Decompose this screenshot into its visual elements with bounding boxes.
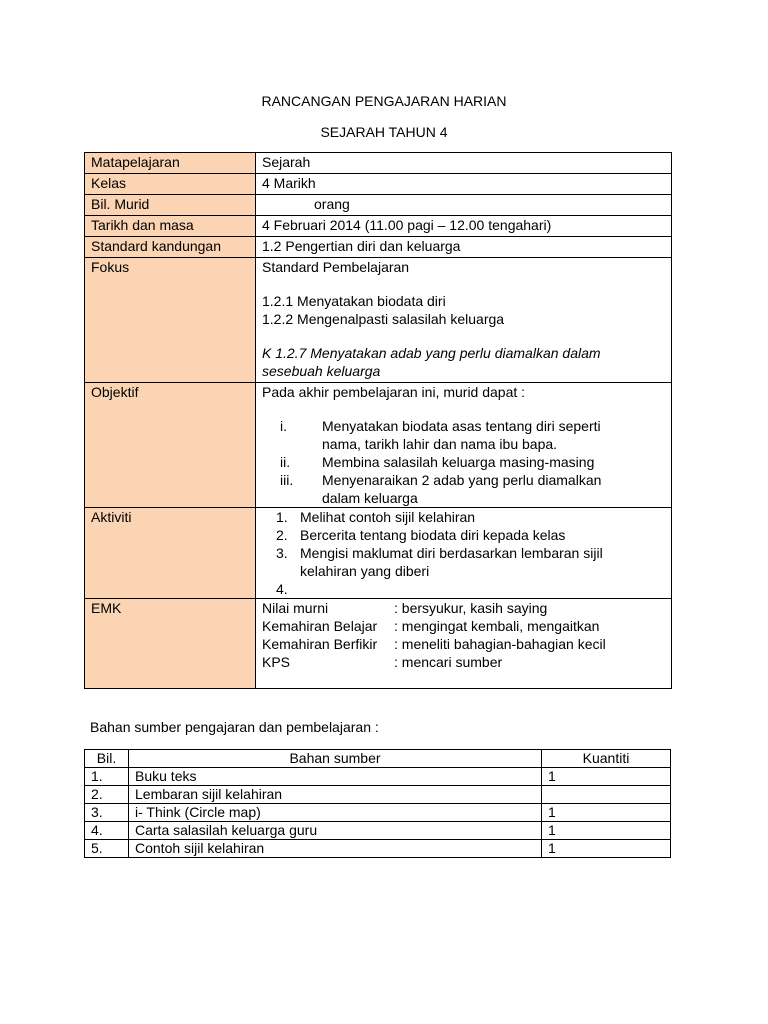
resources-intro: Bahan sumber pengajaran dan pembelajaran :: [90, 719, 379, 735]
emk-key: Kemahiran Berfikir: [262, 636, 378, 652]
emk-row: [262, 635, 665, 653]
objektif-text: Menyatakan biodata asas tentang diri seperti: [322, 418, 601, 434]
row-aktiviti: [85, 508, 672, 599]
objektif-text: dalam keluarga: [322, 490, 418, 506]
label-fokus: Fokus: [85, 258, 256, 383]
row-bil-murid: [85, 195, 672, 216]
emk-row: [262, 617, 665, 635]
value-standard: 1.2 Pengertian diri dan keluarga: [256, 237, 672, 258]
cell-kuantiti: 1: [542, 822, 671, 840]
label-tarikh: Tarikh dan masa: [85, 216, 256, 237]
label-kelas: Kelas: [85, 174, 256, 195]
row-objektif: [85, 383, 672, 508]
value-aktiviti: [256, 508, 672, 599]
cell-bil: 3.: [85, 804, 129, 822]
label-bil-murid: Bil. Murid: [85, 195, 256, 216]
cell-bahan: i- Think (Circle map): [129, 804, 542, 822]
fokus-k-line: K 1.2.7 Menyatakan adab yang perlu diamalkan dalam: [262, 345, 601, 361]
objektif-item: [262, 453, 665, 471]
objektif-item: [262, 471, 665, 507]
objektif-text: nama, tarikh lahir dan nama ibu bapa.: [322, 436, 558, 452]
cell-kuantiti: 1: [542, 768, 671, 786]
value-fokus: [256, 258, 672, 383]
value-bil-murid: [256, 195, 672, 216]
emk-value: : mencari sumber: [394, 654, 503, 670]
objektif-item: [262, 417, 665, 453]
fokus-item: 1.2.1 Menyatakan biodata diri: [262, 293, 446, 309]
aktiviti-item: [262, 544, 665, 580]
aktiviti-text: Bercerita tentang biodata diri kepada kelas: [300, 527, 566, 543]
row-matapelajaran: [85, 153, 672, 174]
aktiviti-text: Melihat contoh sijil kelahiran: [300, 509, 476, 525]
label-standard: Standard kandungan: [85, 237, 256, 258]
aktiviti-num: 2.: [276, 527, 288, 543]
header-kuantiti: Kuantiti: [542, 750, 671, 768]
objektif-text: Membina salasilah keluarga masing-masing: [322, 454, 595, 470]
bil-murid-text: orang: [314, 196, 350, 212]
table-row: [85, 804, 671, 822]
objektif-num: ii.: [280, 454, 291, 470]
row-kelas: [85, 174, 672, 195]
cell-kuantiti: 1: [542, 804, 671, 822]
cell-bil: 1.: [85, 768, 129, 786]
cell-bahan: Contoh sijil kelahiran: [129, 840, 542, 858]
emk-value: : bersyukur, kasih saying: [394, 600, 548, 616]
cell-bahan: Buku teks: [129, 768, 542, 786]
emk-key: Kemahiran Belajar: [262, 618, 378, 634]
label-objektif: Objektif: [85, 383, 256, 508]
emk-row: [262, 653, 665, 671]
value-emk: [256, 599, 672, 689]
cell-kuantiti: [542, 786, 671, 804]
value-objektif: [256, 383, 672, 508]
value-matapelajaran: Sejarah: [256, 153, 672, 174]
emk-value: : meneliti bahagian-bahagian kecil: [394, 636, 606, 652]
aktiviti-item: [262, 580, 665, 598]
resources-table: [84, 749, 671, 858]
page-subtitle: SEJARAH TAHUN 4: [320, 124, 448, 140]
aktiviti-item: [262, 508, 665, 526]
aktiviti-num: 1.: [276, 509, 288, 525]
cell-bahan: Carta salasilah keluarga guru: [129, 822, 542, 840]
objektif-text: Menyenaraikan 2 adab yang perlu diamalkan: [322, 472, 602, 488]
value-tarikh: 4 Februari 2014 (11.00 pagi – 12.00 tengahari): [256, 216, 672, 237]
emk-row: [262, 599, 665, 617]
cell-kuantiti: 1: [542, 840, 671, 858]
table-row: [85, 768, 671, 786]
page-title: RANCANGAN PENGAJARAN HARIAN: [261, 93, 507, 109]
header-bahan: Bahan sumber: [129, 750, 542, 768]
cell-bil: 5.: [85, 840, 129, 858]
emk-key: KPS: [262, 654, 291, 670]
aktiviti-text: kelahiran yang diberi: [300, 563, 430, 579]
cell-bil: 2.: [85, 786, 129, 804]
aktiviti-text: Mengisi maklumat diri berdasarkan lembaran sijil: [300, 545, 603, 561]
resources-header-row: [85, 750, 671, 768]
aktiviti-item: [262, 526, 665, 544]
row-tarikh: [85, 216, 672, 237]
table-row: [85, 822, 671, 840]
label-emk: EMK: [85, 599, 256, 689]
row-fokus: [85, 258, 672, 383]
fokus-heading: Standard Pembelajaran: [262, 259, 410, 275]
row-emk: [85, 599, 672, 689]
table-row: [85, 786, 671, 804]
label-matapelajaran: Matapelajaran: [85, 153, 256, 174]
aktiviti-num: 4.: [276, 581, 288, 597]
lesson-plan-table: [84, 152, 672, 689]
header-bil: Bil.: [85, 750, 129, 768]
fokus-k-line: sesebuah keluarga: [262, 363, 381, 379]
objektif-num: iii.: [280, 472, 294, 488]
objektif-intro: Pada akhir pembelajaran ini, murid dapat :: [262, 384, 526, 400]
row-standard: [85, 237, 672, 258]
cell-bahan: Lembaran sijil kelahiran: [129, 786, 542, 804]
table-row: [85, 840, 671, 858]
cell-bil: 4.: [85, 822, 129, 840]
emk-value: : mengingat kembali, mengaitkan: [394, 618, 600, 634]
label-aktiviti: Aktiviti: [85, 508, 256, 599]
aktiviti-num: 3.: [276, 545, 288, 561]
objektif-num: i.: [280, 418, 287, 434]
value-kelas: 4 Marikh: [256, 174, 672, 195]
aktiviti-text: [300, 580, 665, 598]
emk-key: Nilai murni: [262, 600, 329, 616]
fokus-item: 1.2.2 Mengenalpasti salasilah keluarga: [262, 311, 505, 327]
